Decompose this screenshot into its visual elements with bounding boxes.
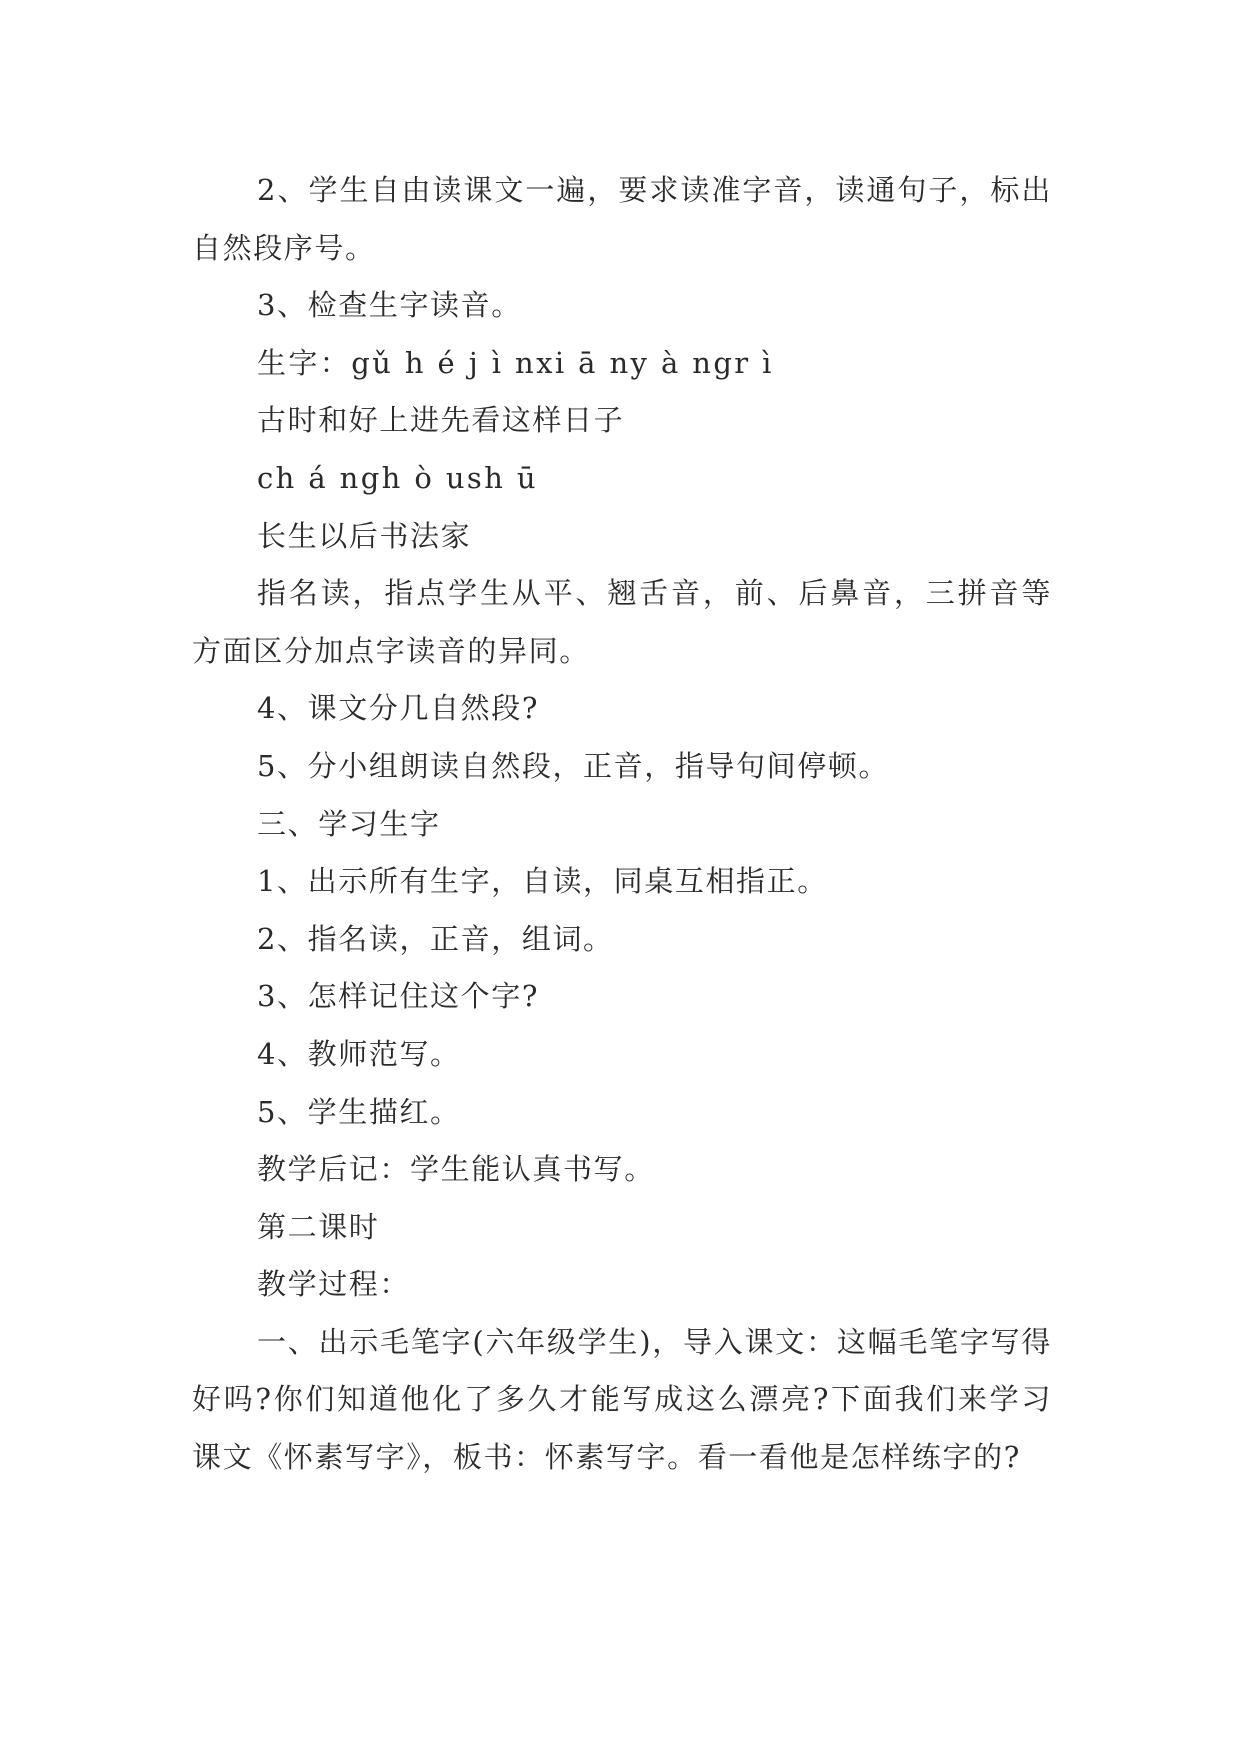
paragraph-show-characters: 1、出示所有生字，自读，同桌互相指正。 (257, 864, 828, 899)
paragraph-introduce-text: 一、出示毛笔字(六年级学生)，导入课文：这幅毛笔字写得好吗?你们知道他化了多久才能写成这么漂亮?下面我们来学习课文《怀素写字》，板书：怀素写字。看一看他是怎样练字的? (192, 1324, 1052, 1475)
paragraph-pinyin-line-1: 生字：gǔ h é j ì nxi ā ny à ngr ì (257, 345, 774, 380)
paragraph-form-words: 2、指名读，正音，组词。 (257, 921, 614, 956)
paragraph-heading-learn-characters: 三、学习生字 (257, 806, 441, 841)
paragraph-teaching-process: 教学过程： (257, 1267, 411, 1302)
paragraph-remember-character: 3、怎样记住这个字? (257, 979, 539, 1014)
paragraph-check-pronunciation: 3、检查生字读音。 (257, 288, 522, 323)
paragraph-characters-line-1: 古时和好上进先看这样日子 (257, 403, 625, 438)
document-body (192, 162, 1052, 1487)
paragraph-count-sections: 4、课文分几自然段? (257, 691, 539, 726)
paragraph-student-tracing: 5、学生描红。 (257, 1094, 461, 1129)
paragraph-group-reading: 5、分小组朗读自然段，正音，指导句间停顿。 (257, 748, 890, 783)
paragraph-read-aloud: 2、学生自由读课文一遍，要求读准字音，读通句子，标出自然段序号。 (192, 173, 1052, 265)
paragraph-characters-line-2: 长生以后书法家 (257, 518, 472, 553)
paragraph-second-lesson: 第二课时 (257, 1209, 380, 1244)
paragraph-name-reading: 指名读，指点学生从平、翘舌音，前、后鼻音，三拼音等方面区分加点字读音的异同。 (192, 576, 1052, 668)
paragraph-pinyin-line-2: ch á ngh ò ush ū (257, 460, 538, 495)
paragraph-teacher-demo: 4、教师范写。 (257, 1036, 461, 1071)
paragraph-teaching-notes: 教学后记：学生能认真书写。 (257, 1152, 655, 1187)
